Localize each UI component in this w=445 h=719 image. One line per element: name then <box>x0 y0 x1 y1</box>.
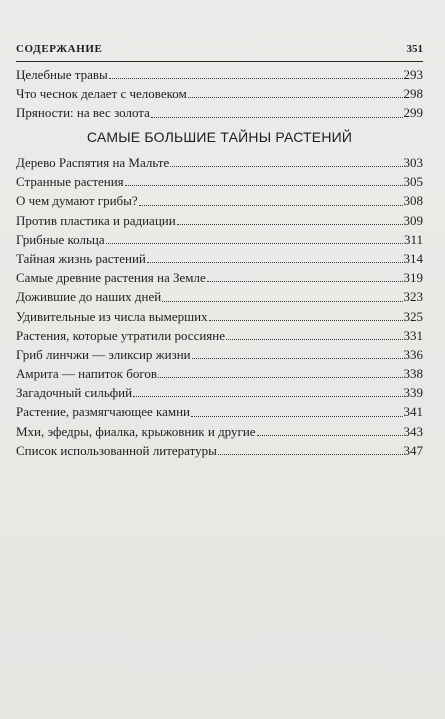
toc-leader-dots <box>209 319 403 321</box>
toc-entry <box>16 230 423 249</box>
toc-leader-dots <box>125 184 403 186</box>
toc-entry-title: Амрита — напиток богов <box>16 366 157 382</box>
toc-leader-dots <box>257 434 403 436</box>
toc-leader-dots <box>192 357 403 359</box>
toc-entry-title: Загадочный сильфий <box>16 385 133 401</box>
toc-entry-page: 323 <box>403 289 423 305</box>
toc-list-group-1 <box>16 65 423 123</box>
toc-leader-dots <box>226 338 403 340</box>
toc-entry <box>16 422 423 441</box>
toc-entry <box>16 153 423 172</box>
toc-entry-page: 303 <box>403 155 423 170</box>
toc-entry-page: 309 <box>403 212 423 228</box>
toc-leader-dots <box>218 453 403 455</box>
toc-entry <box>16 383 423 402</box>
toc-entry <box>16 402 423 421</box>
toc-list-group-2 <box>16 153 423 460</box>
toc-entry-page: 339 <box>403 385 423 401</box>
toc-entry-title: Растение, размягчающее камни <box>16 404 191 420</box>
toc-entry-page: 347 <box>403 442 423 458</box>
toc-entry-title: Тайная жизнь растений <box>16 250 146 266</box>
toc-entry-title: Целебные травы <box>16 67 108 82</box>
toc-entry-page: 308 <box>403 193 423 209</box>
toc-entry <box>16 249 423 268</box>
toc-leader-dots <box>177 223 403 225</box>
toc-entry-title: Дожившие до наших дней <box>16 289 162 305</box>
toc-entry-title: Самые древние растения на Земле <box>16 270 206 286</box>
toc-entry-title: Дерево Распятия на Мальте <box>16 155 170 170</box>
toc-entry <box>16 191 423 210</box>
toc-entry <box>16 345 423 364</box>
toc-entry <box>16 65 423 84</box>
toc-entry-page: 338 <box>403 366 423 382</box>
toc-entry-title: Растения, которые утратили россияне <box>16 327 225 343</box>
toc-entry-title: Гриб линчжи — эликсир жизни <box>16 346 191 362</box>
toc-entry-page: 305 <box>403 174 423 190</box>
running-head-title: СОДЕРЖАНИЕ <box>16 43 103 55</box>
toc-entry-page: 341 <box>403 404 423 420</box>
toc-leader-dots <box>133 395 402 397</box>
toc-leader-dots <box>106 242 403 244</box>
toc-leader-dots <box>139 204 403 206</box>
toc-entry-page: 336 <box>403 346 423 362</box>
toc-entry <box>16 326 423 345</box>
toc-entry-page: 299 <box>403 105 423 121</box>
page-header <box>16 41 423 62</box>
toc-entry-page: 331 <box>403 327 423 343</box>
toc-entry-page: 343 <box>403 423 423 439</box>
toc-entry <box>16 307 423 326</box>
toc-entry-title: Мхи, эфедры, фиалка, крыжовник и другие <box>16 423 256 439</box>
toc-entry <box>16 172 423 191</box>
toc-leader-dots <box>109 77 403 79</box>
toc-entry <box>16 211 423 230</box>
toc-entry-page: 325 <box>403 308 423 324</box>
toc-entry <box>16 268 423 287</box>
toc-entry-title: Удивительные из числа вымерших <box>16 308 208 324</box>
toc-entry <box>16 441 423 460</box>
section-heading: САМЫЕ БОЛЬШИЕ ТАЙНЫ РАСТЕНИЙ <box>86 129 353 145</box>
toc-entry-title: О чем думают грибы? <box>16 193 138 209</box>
toc-entry <box>16 364 423 383</box>
toc-leader-dots <box>207 280 403 282</box>
toc-entry-title: Список использованной литературы <box>16 442 217 458</box>
running-head-page-number: 351 <box>406 43 423 55</box>
toc-leader-dots <box>191 415 402 417</box>
toc-leader-dots <box>170 165 402 167</box>
toc-leader-dots <box>151 116 403 118</box>
toc-entry-page: 311 <box>403 231 423 247</box>
toc-entry-title: Странные растения <box>16 174 124 190</box>
toc-leader-dots <box>147 261 403 263</box>
toc-leader-dots <box>158 376 403 378</box>
toc-entry <box>16 84 423 103</box>
toc-entry-title: Грибные кольца <box>16 231 105 247</box>
toc-entry-title: Что чеснок делает с человеком <box>16 86 187 102</box>
toc-entry <box>16 103 423 122</box>
toc-entry-title: Пряности: на вес золота <box>16 105 150 121</box>
toc-entry-page: 293 <box>403 67 423 82</box>
toc-entry-page: 319 <box>403 270 423 286</box>
toc-entry <box>16 287 423 306</box>
toc-entry-title: Против пластика и радиации <box>16 212 176 228</box>
toc-leader-dots <box>162 300 402 302</box>
toc-leader-dots <box>188 96 403 98</box>
toc-entry-page: 298 <box>403 86 423 102</box>
toc-entry-page: 314 <box>403 250 423 266</box>
